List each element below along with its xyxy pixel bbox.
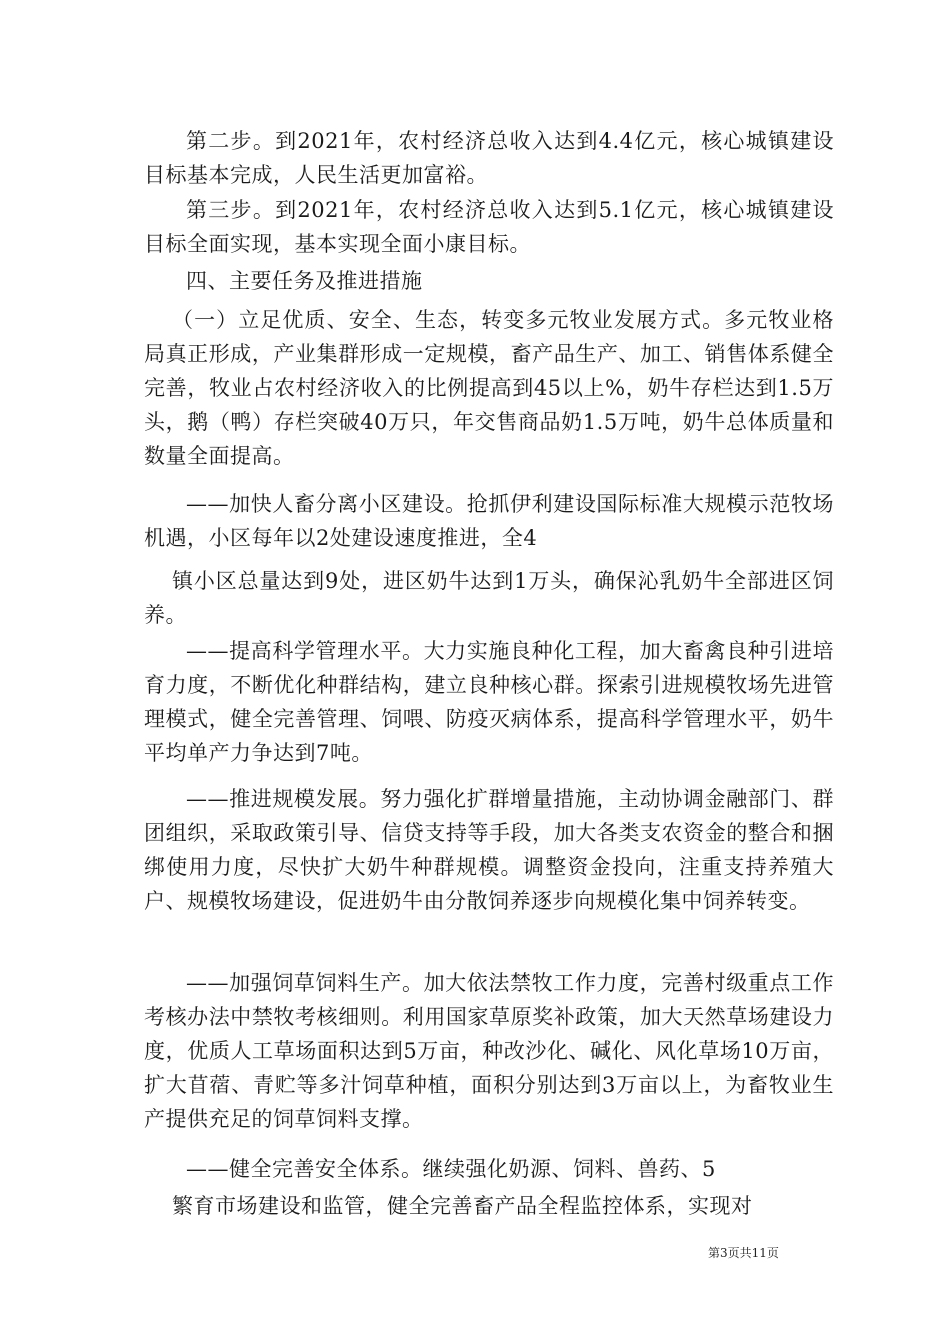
paragraph-step-three: 第三步。到2021年，农村经济总收入达到5.1亿元，核心城镇建设目标全面实现，基本实现全面小康目标。 (144, 198, 834, 256)
paragraph-safety-system: ——健全完善安全体系。继续强化奶源、饲料、兽药、5 (186, 1157, 716, 1181)
paragraph-diverse-livestock: （一）立足优质、安全、生态，转变多元牧业发展方式。多元牧业格局真正形成，产业集群形成一定规模，畜产品生产、加工、销售体系健全完善，牧业占农村经济收入的比例提高到45以上%，奶牛存栏达到1.5万头，鹅（鸭）存栏突破40万只，年交售商品奶1.5万吨，奶牛总体质量和数量全面提高。 (144, 308, 834, 468)
paragraph-step-two: 第二步。到2021年，农村经济总收入达到4.4亿元，核心城镇建设目标基本完成，人民生活更加富裕。 (144, 129, 834, 187)
paragraph-forage-production: ——加强饲草饲料生产。加大依法禁牧工作力度，完善村级重点工作考核办法中禁牧考核细则。利用国家草原奖补政策，加大天然草场建设力度，优质人工草场面积达到5万亩，种改沙化、碱化、风化草场10万亩，扩大苜蓿、青贮等多汁饲草种植，面积分别达到3万亩以上，为畜牧业生产提供充足的饲草饲料支撑。 (144, 971, 834, 1131)
paragraph-zone-total: 镇小区总量达到9处，进区奶牛达到1万头，确保沁乳奶牛全部进区饲养。 (144, 569, 834, 627)
paragraph-scientific-management: ——提高科学管理水平。大力实施良种化工程，加大畜禽良种引进培育力度，不断优化种群结构，建立良种核心群。探索引进规模牧场先进管理模式，健全完善管理、饲喂、防疫灭病体系，提高科学管理水平，奶牛平均单产力争达到7吨。 (144, 639, 834, 765)
paragraph-separation-zone: ——加快人畜分离小区建设。抢抓伊利建设国际标准大规模示范牧场机遇，小区每年以2处建设速度推进，全4 (144, 492, 834, 550)
section-heading-main-tasks: 四、主要任务及推进措施 (186, 269, 423, 293)
page-number: 第3页共11页 (708, 1246, 779, 1260)
paragraph-market-supervision: 繁育市场建设和监管，健全完善畜产品全程监控体系，实现对 (172, 1194, 753, 1218)
paragraph-scale-development: ——推进规模发展。努力强化扩群增量措施，主动协调金融部门、群团组织，采取政策引导、信贷支持等手段，加大各类支农资金的整合和捆绑使用力度，尽快扩大奶牛种群规模。调整资金投向，注重支持养殖大户、规模牧场建设，促进奶牛由分散饲养逐步向规模化集中饲养转变。 (144, 787, 834, 913)
